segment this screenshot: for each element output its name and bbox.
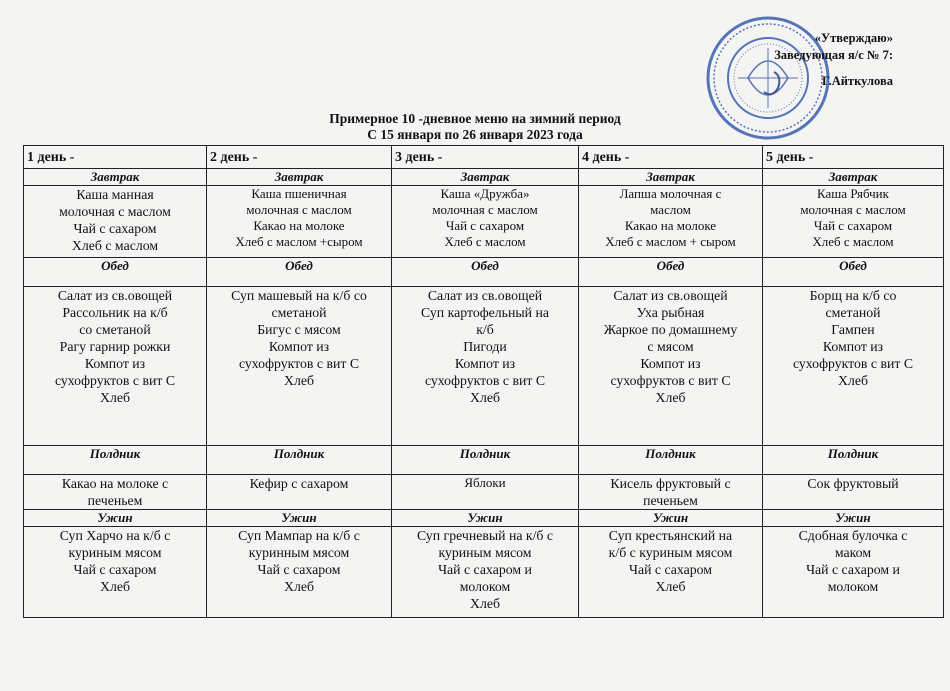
title-line-1: Примерное 10 -дневное меню на зимний период: [329, 111, 621, 126]
day-header: 4 день -: [579, 146, 763, 169]
dish-line: Хлеб с маслом: [444, 234, 526, 249]
dish-line: молочная с маслом: [59, 204, 171, 219]
meal-label-dinner: Ужин: [579, 510, 763, 527]
dish-line: Какао на молоке: [624, 218, 717, 233]
dish-line: Пигоди: [463, 339, 507, 354]
dish-cell: [24, 186, 207, 258]
dish-line: Хлеб: [100, 579, 130, 594]
dish-cell: [207, 527, 392, 618]
dish-line: Чай с сахаром: [813, 218, 893, 233]
dish-line: Бигус с мясом: [257, 322, 341, 337]
dish-line: Хлеб: [470, 596, 500, 611]
dish-line: Какао на молоке: [253, 218, 345, 233]
dish-line: Рассольник на к/б: [62, 305, 168, 320]
dish-line: Хлеб: [655, 579, 686, 594]
dish-line: Чай с сахаром: [73, 221, 157, 236]
meal-label-lunch: Обед: [392, 258, 579, 287]
dish-line: Суп картофельный на: [421, 305, 549, 320]
dish-line: молоком: [459, 579, 511, 594]
dish-line: Чай с сахаром: [73, 562, 157, 577]
dish-line: куринным мясом: [248, 545, 350, 560]
dish-line: печеньем: [643, 493, 698, 508]
dish-line: молочная с маслом: [800, 202, 906, 217]
dish-line: Сдобная булочка с: [798, 528, 908, 543]
dish-line: печеньем: [87, 493, 143, 508]
dish-line: Салат из св.овощей: [613, 288, 728, 303]
dish-line: Хлеб с маслом + сыром: [605, 234, 736, 249]
meal-label-snack: Полдник: [24, 446, 207, 475]
dish-line: Салат из св.овощей: [427, 288, 543, 303]
dish-cell: [763, 287, 944, 446]
dish-line: Суп крестьянский на: [608, 528, 733, 543]
dish-line: маком: [834, 545, 872, 560]
dish-line: Борщ на к/б со: [809, 288, 897, 303]
dish-cell: [392, 475, 579, 510]
dish-line: сухофруктов с вит С: [238, 356, 360, 371]
meal-label-lunch: Обед: [579, 258, 763, 287]
dish-line: Лапша молочная с: [619, 186, 722, 201]
dish-line: Сок фруктовый: [807, 476, 899, 491]
dish-cell: [579, 186, 763, 258]
dish-cell: [207, 475, 392, 510]
meal-label-breakfast: Завтрак: [24, 169, 207, 186]
dish-cell: [579, 475, 763, 510]
dish-line: молочная с маслом: [432, 202, 538, 217]
approval-signature-name: Г.Айткулова: [822, 74, 893, 88]
meal-label-dinner: Ужин: [24, 510, 207, 527]
dish-line: маслом: [650, 202, 691, 217]
title-line-2: С 15 января по 26 января 2023 года: [367, 127, 583, 142]
dish-line: Хлеб с маслом: [71, 238, 159, 253]
meal-label-lunch: Обед: [207, 258, 392, 287]
dish-line: Суп гречневый на к/б с: [416, 528, 554, 543]
dish-line: Хлеб: [284, 579, 314, 594]
meal-label-snack: Полдник: [392, 446, 579, 475]
dish-cell: [24, 287, 207, 446]
dish-line: к/б с куриным мясом: [608, 545, 733, 560]
meal-header-row-breakfast: [24, 169, 944, 186]
dish-line: Компот из: [268, 339, 330, 354]
meal-label-lunch: Обед: [763, 258, 944, 287]
dish-line: сметаной: [825, 305, 881, 320]
dish-line: Какао на молоке с: [61, 476, 169, 491]
dish-cell: [392, 186, 579, 258]
dish-line: Хлеб с маслом +сыром: [235, 234, 363, 249]
snack-row: [24, 475, 944, 510]
day-header: 2 день -: [207, 146, 392, 169]
meal-label-breakfast: Завтрак: [579, 169, 763, 186]
dish-line: Кефир с сахаром: [249, 476, 349, 491]
dish-line: Чай с сахаром: [445, 218, 525, 233]
dish-line: Хлеб с маслом: [812, 234, 894, 249]
dish-cell: [763, 186, 944, 258]
dish-line: Хлеб: [470, 390, 500, 405]
dish-line: Чай с сахаром: [628, 562, 713, 577]
dish-cell: [24, 475, 207, 510]
dish-line: Хлеб: [284, 373, 314, 388]
dish-line: Жаркое по домашнему: [603, 322, 738, 337]
dish-line: Хлеб: [100, 390, 130, 405]
meal-label-dinner: Ужин: [763, 510, 944, 527]
meal-header-row-dinner: [24, 510, 944, 527]
meal-label-snack: Полдник: [207, 446, 392, 475]
dish-cell: [579, 287, 763, 446]
dish-cell: [207, 287, 392, 446]
dish-line: Яблоки: [464, 475, 506, 490]
dish-cell: [207, 186, 392, 258]
dish-line: Хлеб: [655, 390, 686, 405]
dish-cell: [763, 527, 944, 618]
approval-position: Заведующая я/с № 7:: [774, 48, 893, 62]
dish-line: сухофруктов с вит С: [54, 373, 176, 388]
meal-label-breakfast: Завтрак: [392, 169, 579, 186]
dish-line: куриным мясом: [438, 545, 532, 560]
dish-line: Компот из: [640, 356, 701, 371]
dish-line: куриным мясом: [68, 545, 162, 560]
dish-line: со сметаной: [79, 322, 151, 337]
dish-line: с мясом: [647, 339, 694, 354]
dish-line: Компот из: [454, 356, 516, 371]
dish-line: Чай с сахаром и: [806, 562, 900, 577]
meal-label-snack: Полдник: [763, 446, 944, 475]
meal-header-row-lunch: [24, 258, 944, 287]
meal-label-breakfast: Завтрак: [763, 169, 944, 186]
dish-line: Чай с сахаром и: [438, 562, 532, 577]
lunch-row: [24, 287, 944, 446]
dish-line: Каша пшеничная: [251, 186, 347, 201]
dish-line: Суп Харчо на к/б с: [59, 528, 171, 543]
day-header: 5 день -: [763, 146, 944, 169]
dish-line: Компот из: [822, 339, 884, 354]
meal-header-row-snack: [24, 446, 944, 475]
dish-line: сухофруктов с вит С: [792, 356, 914, 371]
day-header: 3 день -: [392, 146, 579, 169]
dish-line: Салат из св.овощей: [57, 288, 173, 303]
meal-label-dinner: Ужин: [207, 510, 392, 527]
meal-label-lunch: Обед: [24, 258, 207, 287]
dish-line: Компот из: [84, 356, 146, 371]
meal-label-snack: Полдник: [579, 446, 763, 475]
dish-line: Уха рыбная: [636, 305, 705, 320]
dish-line: Каша манная: [76, 187, 154, 202]
dish-cell: [763, 475, 944, 510]
menu-table: [23, 145, 944, 618]
dish-line: сухофруктов с вит С: [424, 373, 546, 388]
approval-block: [774, 30, 893, 90]
dish-line: Каша «Дружба»: [440, 186, 530, 201]
dish-cell: [392, 527, 579, 618]
dish-cell: [579, 527, 763, 618]
dinner-row: [24, 527, 944, 618]
day-header-row: [24, 146, 944, 169]
dish-cell: [24, 527, 207, 618]
dish-line: Чай с сахаром: [257, 562, 341, 577]
dish-line: Хлеб: [838, 373, 868, 388]
meal-label-dinner: Ужин: [392, 510, 579, 527]
dish-line: Кисель фруктовый с: [610, 476, 731, 491]
dish-line: Гампен: [831, 322, 875, 337]
meal-label-breakfast: Завтрак: [207, 169, 392, 186]
dish-line: сметаной: [271, 305, 327, 320]
dish-line: Рагу гарнир рожки: [59, 339, 171, 354]
day-header: 1 день -: [24, 146, 207, 169]
dish-line: молочная с маслом: [246, 202, 352, 217]
dish-line: Каша Рябчик: [817, 186, 889, 201]
approval-heading: «Утверждаю»: [814, 31, 893, 45]
dish-line: к/б: [476, 322, 494, 337]
breakfast-row: [24, 186, 944, 258]
dish-cell: [392, 287, 579, 446]
dish-line: Суп машевый на к/б со: [231, 288, 367, 303]
dish-line: сухофруктов с вит С: [610, 373, 731, 388]
dish-line: молоком: [827, 579, 879, 594]
dish-line: Суп Мампар на к/б с: [238, 528, 360, 543]
